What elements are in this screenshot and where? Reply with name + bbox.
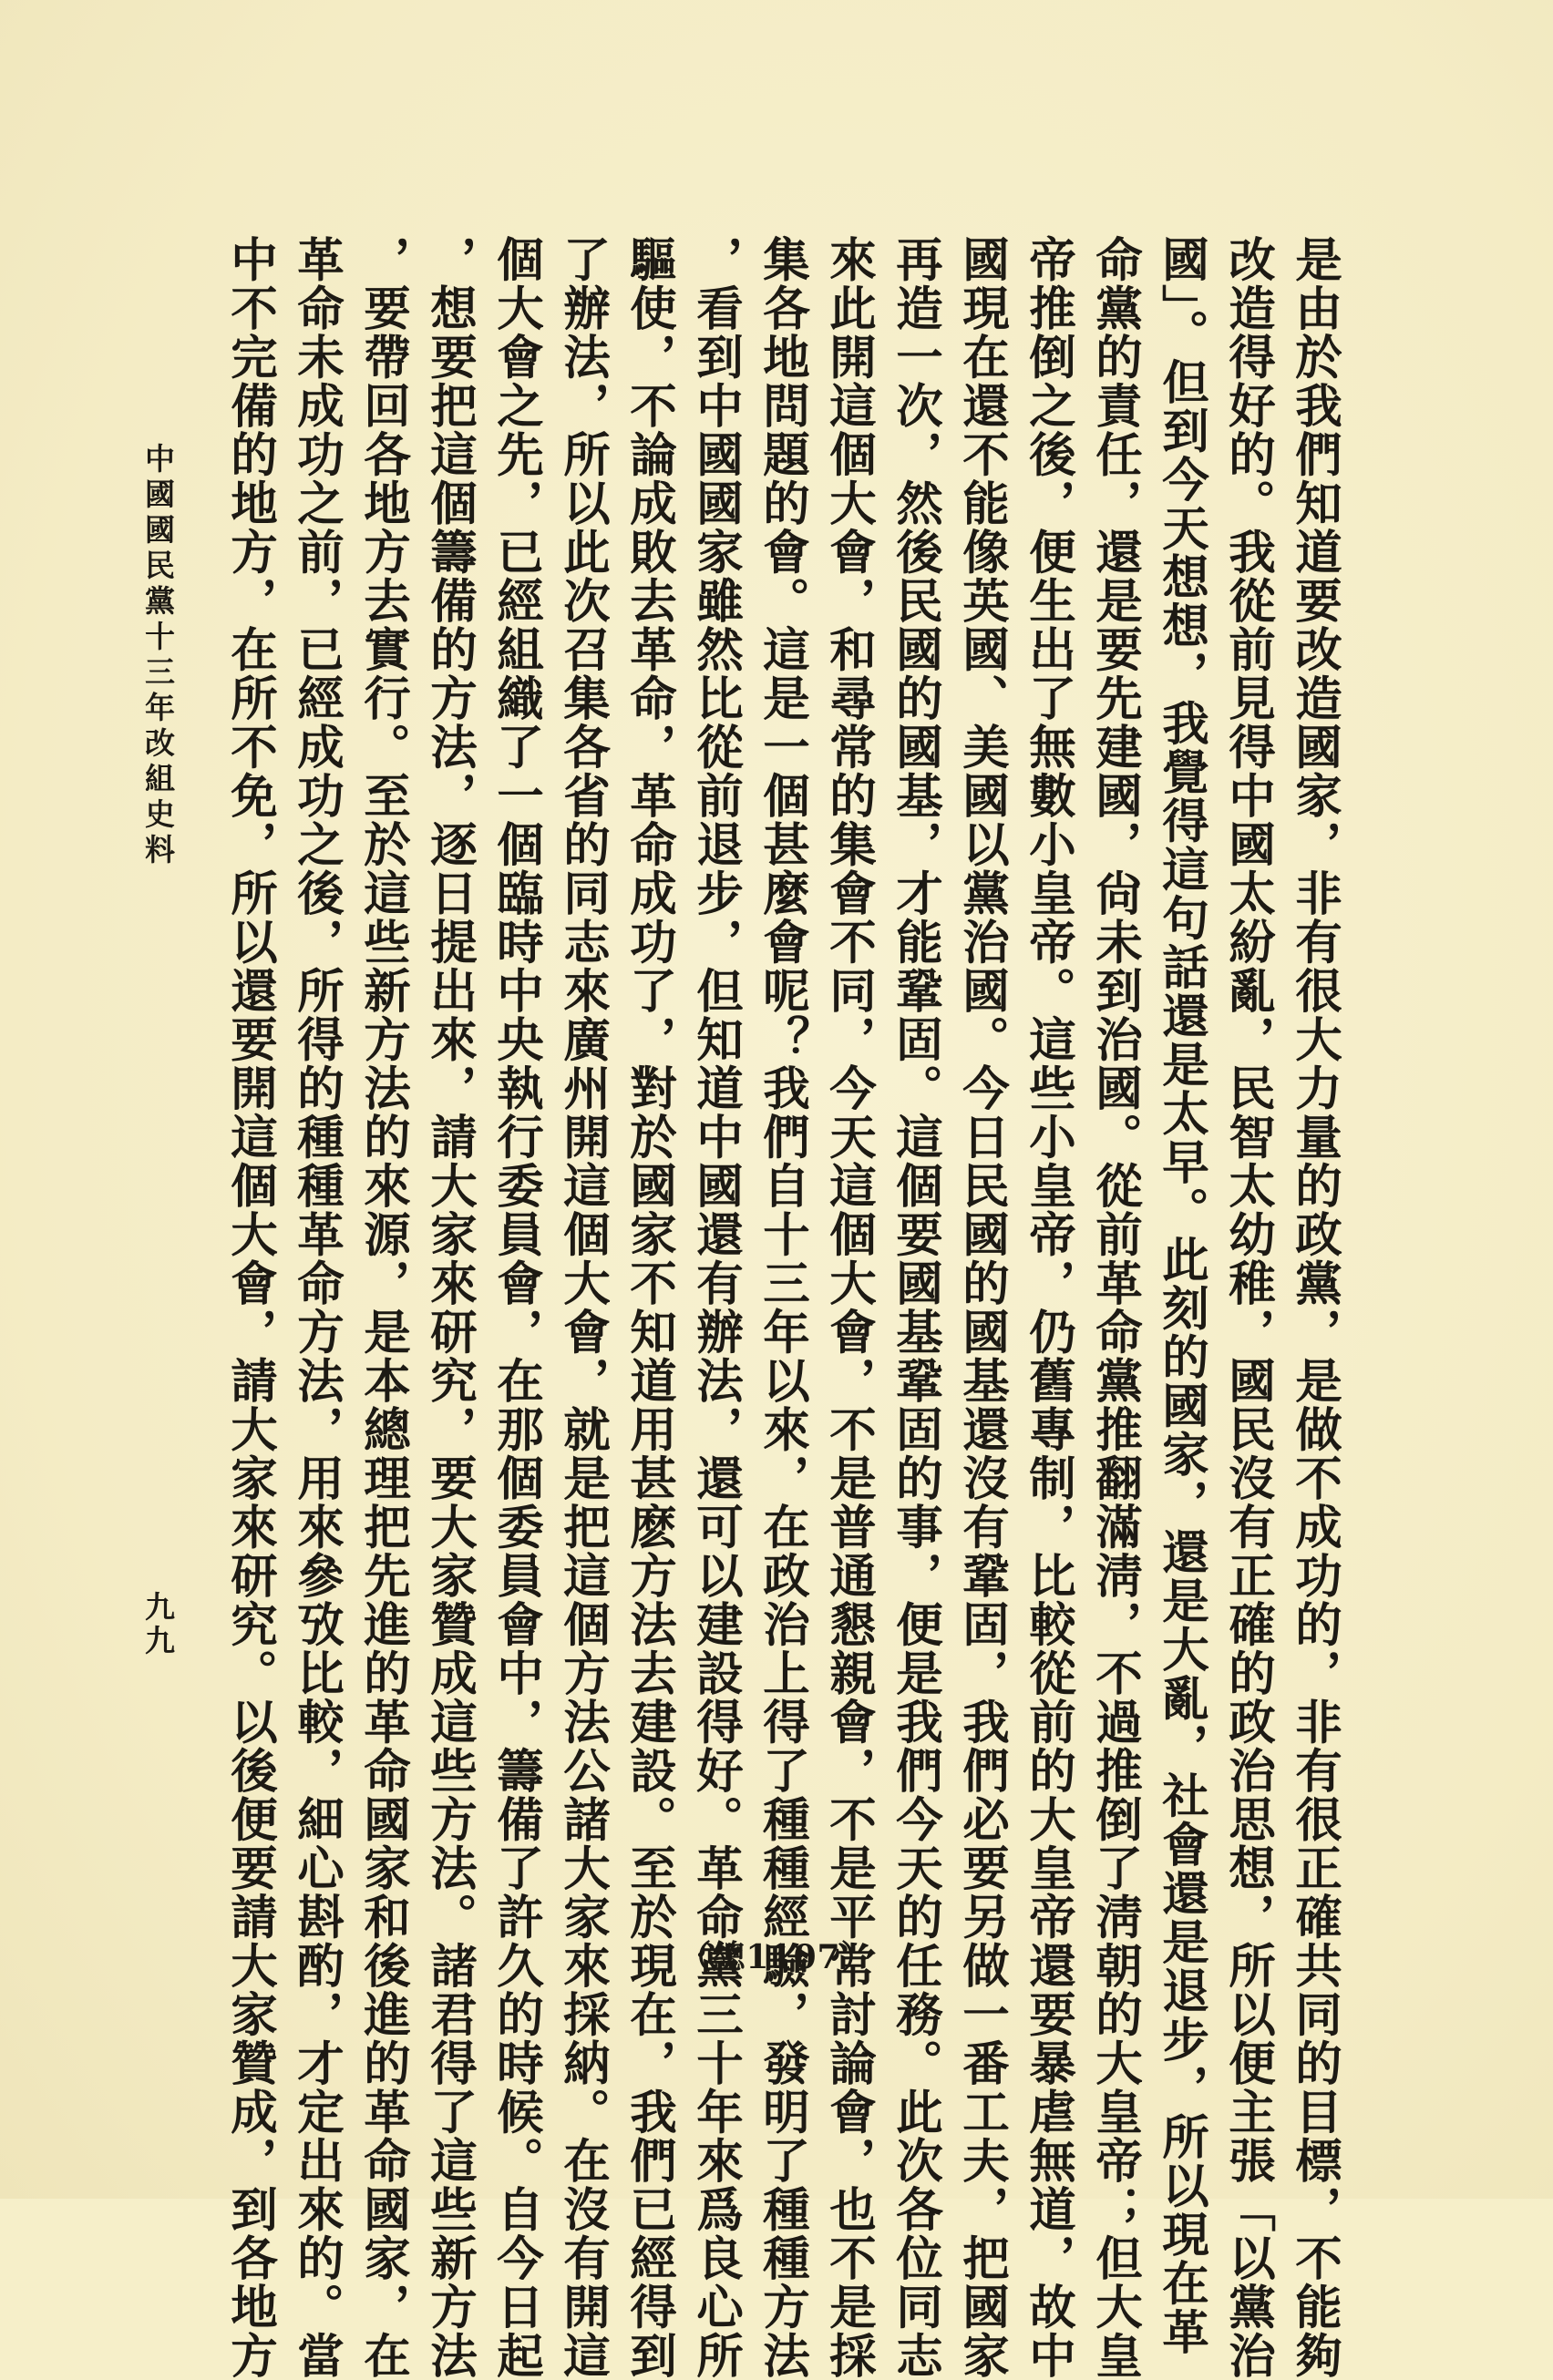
text-column: 再造一次，然後民國的國基，才能鞏固。這個要國基鞏固的事，便是我們今天的任務。此次各位同志 <box>888 235 942 2380</box>
text-column: 是由於我們知道要改造國家，非有很大力量的政黨，是做不成功的，非有很正確共同的目標，不能夠 <box>1287 235 1342 2380</box>
page-number: 九九 <box>140 1591 176 1658</box>
text-column: 個大會之先，已經組織了一個臨時中央執行委員會，在那個委員會中，籌備了許久的時候。自今日起 <box>489 235 543 2380</box>
cumulative-page-number: （總1107） <box>678 1938 875 1976</box>
text-column: 中不完備的地方，在所不免，所以還要開這個大會，請大家來研究。以後便要請大家贊成，到各地方 <box>222 235 277 2380</box>
text-column: 了辦法，所以此次召集各省的同志來廣州開這個大會，就是把這個方法公諸大家來採納。在沒有開這 <box>555 235 610 2380</box>
text-column: 帝推倒之後，便生出了無數小皇帝。這些小皇帝，仍舊專制，比較從前的大皇帝還要暴虐無道，故中 <box>1021 235 1075 2380</box>
text-column: 命黨的責任，還是要先建國，尙未到治國。從前革命黨推翻滿淸，不過推倒了淸朝的大皇帝；但大皇 <box>1087 235 1142 2380</box>
text-column: ，想要把這個籌備的方法，逐日提出來，請大家來研究，要大家贊成這些方法。諸君得了這些新方法 <box>422 235 477 2380</box>
text-column: 國」。但到今天想想，我覺得這句話還是太早。此刻的國家，還是大亂，社會還是退步，所以現在革 <box>1154 235 1208 2357</box>
text-column: 集各地問題的會。這是一個甚麼會呢？我們自十三年以來，在政治上得了種種經驗，發明了種種方法 <box>755 235 809 2380</box>
book-title: 中國國民黨十三年改組史料 <box>140 443 176 869</box>
text-column: 國現在還不能像英國、美國以黨治國。今日民國的國基還沒有鞏固，我們必要另做一番工夫，把國家 <box>954 235 1009 2380</box>
text-column: 驅使，不論成敗去革命，革命成功了，對於國家不知道用甚麽方法去建設。至於現在，我們已經得到 <box>622 235 676 2380</box>
text-column: ，要帶回各地方去實行。至於這些新方法的來源，是本總理把先進的革命國家和後進的革命國家，在 <box>355 235 410 2380</box>
text-column: 革命未成功之前，已經成功之後，所得的種種革命方法，用來參攷比較，細心斟酌，才定出來的。當 <box>289 235 344 2380</box>
text-column: 改造得好的。我從前見得中國太紛亂，民智太幼稚，國民沒有正確的政治思想，所以便主張「以黨治 <box>1220 235 1275 2380</box>
text-column: 來此開這個大會，和尋常的集會不同，今天這個大會，不是普通懇親會，不是平常討論會，也不是採 <box>821 235 876 2380</box>
text-column: ，看到中國國家雖然比從前退步，但知道中國還有辦法，還可以建設得好。革命黨三十年來爲良心所 <box>688 235 743 2380</box>
